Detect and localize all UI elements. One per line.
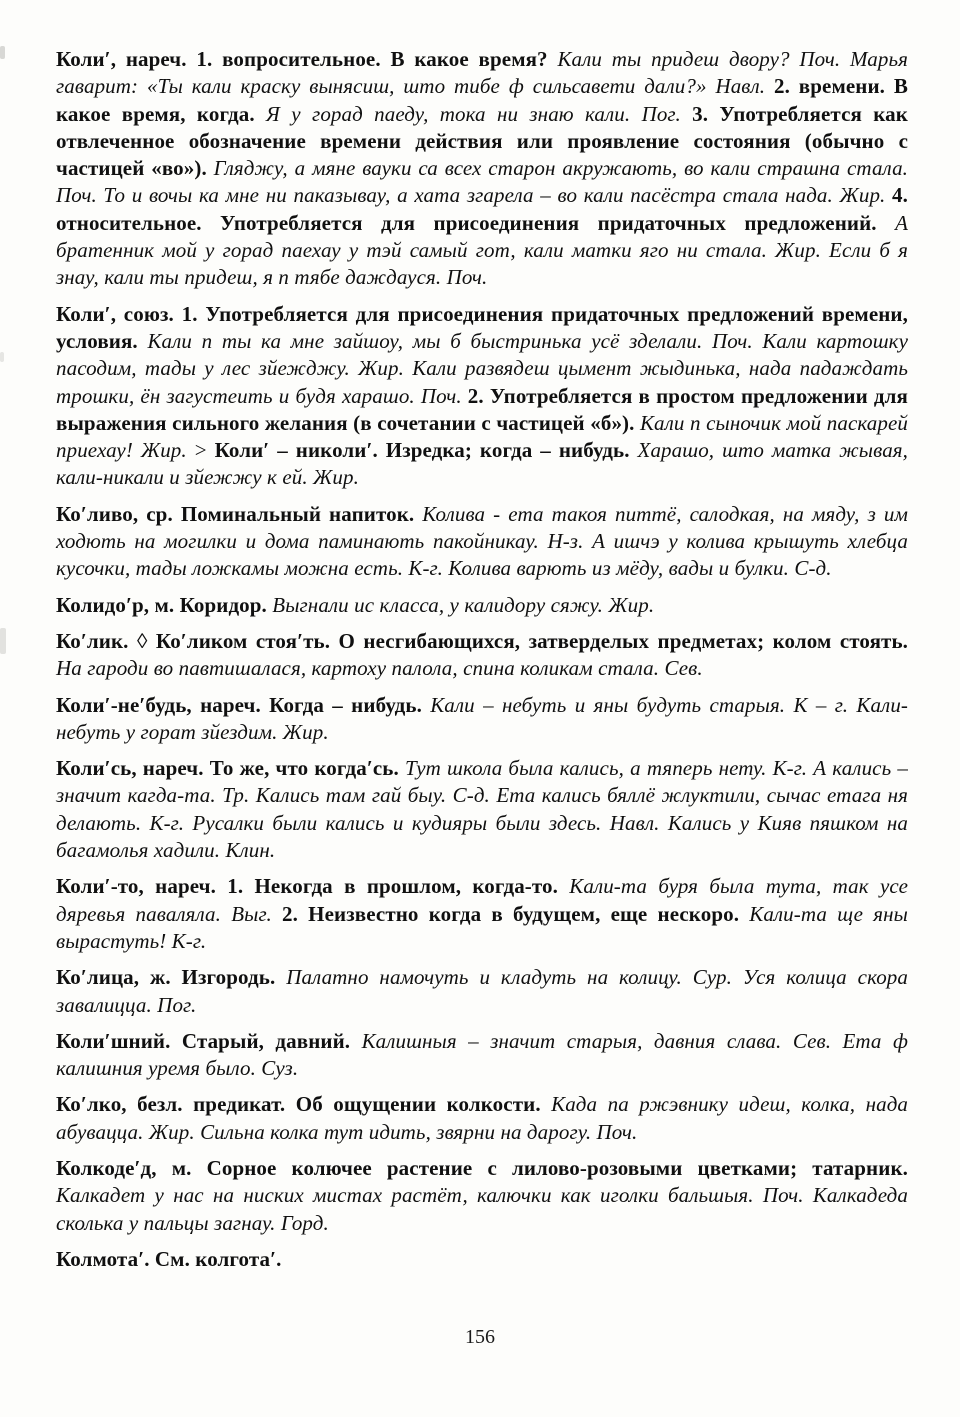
- entry-segment: Тут школа была кались, а тяперь нету. К-г. А кались – значит кагда-та. Тр. Кались там гай быу. С-д. Ета кались бяллё жлуктили, сычас етага ня делають. К-г. Русалки были кались и кудияры были здесь. Навл. Кались у Кияв пяшком на багамолья хадили. Клин.: [56, 756, 908, 863]
- entry-segment: Коли′ – николи′. Изредка; когда – нибудь.: [214, 438, 638, 463]
- dictionary-entry: [56, 1246, 908, 1273]
- entry-segment: Я у горад паеду, тока ни знаю кали. Пог.: [266, 101, 693, 126]
- entry-headword: Колкоде′д, м. Сорное колючее растение с лилово-розовыми цветками; татарник.: [56, 1155, 908, 1180]
- entry-segment: Кали ты придеш двору? Поч. Марья гаварит: «Ты кали краску вынясиш, што тибе ф сильсавети дали?» Навл.: [56, 47, 908, 99]
- dictionary-entry: [56, 46, 908, 292]
- entry-segment: На гароди во павтишалася, картоху палола, спина коликам стала. Сев.: [56, 656, 703, 681]
- dictionary-entry: [56, 628, 908, 683]
- entry-headword: Коли′-то, нареч. 1. Некогда в прошлом, когда-то.: [56, 874, 570, 899]
- entry-segment: Колива - ета такоя питтё, салодкая, на мяду, з им ходють на могилки и дома паминають пакойникау. Н-з. А ишчэ у колива крышуть хлебца кусочки, тады ложкамы можна есть. К-г. Колива варють из мёду, вады и булки. С-д.: [56, 501, 908, 581]
- entry-segment: Кали – небуть и яны будуть старыя. К – г. Кали-небуть у горат зйездим. Жир.: [56, 692, 909, 744]
- lozenge-icon: ◊: [136, 628, 156, 653]
- dictionary-entry: [56, 1091, 908, 1146]
- entry-headword: Колидо′р, м. Коридор.: [56, 592, 273, 617]
- entry-segment: 2. времени. В какое время, когда.: [56, 74, 908, 126]
- phraseme-marker: >: [194, 438, 215, 463]
- entry-headword: Коли′, союз. 1. Употребляется для присоединения придаточных предложений времени, условия.: [56, 301, 908, 353]
- entry-headword: Коли′, нареч. 1. вопросительное. В какое время?: [56, 47, 558, 71]
- entry-segment: 3. Употребляется как отвлеченное обозначение времени действия или проявление состояния (обычно с частицей «во»).: [56, 101, 908, 181]
- entry-headword: Ко′лик.: [56, 628, 137, 653]
- entry-headword: Коли′шний. Старый, давний.: [56, 1028, 362, 1053]
- dictionary-entry: [56, 501, 908, 583]
- entry-segment: Ко′ликом стоя′ть. О несгибающихся, затверделых предметах; колом стоять.: [155, 628, 909, 653]
- entry-headword: Ко′лица, ж. Изгородь.: [56, 965, 287, 990]
- entry-headword: Колмота′. См. колгота′.: [56, 1246, 282, 1271]
- entry-segment: А братенник мой у горад паехау у тэй самый гот, кали матки яго ни стала. Жир. Если б я знау, кали ты придеш, я п тябе даждауся. Поч.: [56, 210, 908, 290]
- entry-segment: Кали п ты ка мне зайшоу, мы б быстринька усё зделали. Поч. Кали картошку пасодим, тады у лес зйежджу. Жир. Кали развядеш цымент жыдинька, нада падаждать трошки, ён загустеить и будя харашо. Поч.: [56, 328, 908, 408]
- entry-segment: Када па ржэвнику идеш, колка, нада абувацца. Жир. Сильна колка тут идить, звярни на дарогу. Поч.: [56, 1092, 909, 1144]
- entry-headword: Коли′сь, нареч. То же, что когда′сь.: [56, 756, 405, 781]
- scan-artifact: [0, 46, 5, 59]
- entry-segment: 4. относительное. Употребляется для присоединения придаточных предложений.: [56, 183, 908, 235]
- entry-segment: Калишныя – значит старыя, давния слава. Сев. Ета ф калишния уремя было. Суз.: [56, 1028, 908, 1081]
- dictionary-entry: [56, 592, 908, 619]
- entry-segment: Гляджу, а мяне вауки са всех старон акружають, во кали страшна стала. Поч. То и вочы ка мне ни паказывау, а хата згарела – во кали пасёстра стала нада. Жир.: [56, 156, 909, 208]
- dictionary-entry: [56, 1028, 908, 1083]
- entry-segment: 2. Употребляется в простом предложении для выражения сильного желания (в сочетании с частицей «б»).: [56, 383, 908, 435]
- entry-segment: Кали-та ще яны вырастуть! К-г.: [56, 901, 909, 953]
- page-number: 156: [465, 1326, 495, 1348]
- dictionary-entry: [56, 755, 908, 864]
- dictionary-entries: [56, 46, 908, 1282]
- entry-segment: Харашо, што матка жывая, кали-никали и зйежжу к ей. Жир.: [56, 438, 909, 490]
- entry-segment: Палатно намочуть и кладуть на колицу. Сур. Уся колица скора завалицца. Пог.: [56, 965, 908, 1017]
- dictionary-entry: [56, 873, 908, 955]
- entry-segment: Калкадет у нас на ниских мистах растёт, калючки как иголки бальшыя. Поч. Калкадеда сколька у пальцы загнау. Горд.: [56, 1183, 908, 1235]
- entry-headword: Коли′-не′будь, нареч. Когда – нибудь.: [56, 692, 431, 717]
- scan-artifact: [0, 628, 6, 654]
- entry-segment: Выгнали ис класса, у калидору сяжу. Жир.: [272, 592, 655, 617]
- entry-segment: Кали-та буря была тута, так усе дяревья паваляла. Выг.: [56, 874, 908, 926]
- scan-artifact: [0, 352, 4, 362]
- dictionary-entry: [56, 301, 908, 492]
- entry-headword: Ко′лко, безл. предикат. Об ощущении колкости.: [56, 1092, 552, 1117]
- entry-headword: Ко′ливо, ср. Поминальный напиток.: [56, 501, 423, 526]
- dictionary-entry: [56, 1155, 908, 1237]
- dictionary-entry: [56, 964, 908, 1019]
- dictionary-entry: [56, 692, 908, 747]
- entry-segment: Кали п сыночик мой паскарей приехау! Жир.: [56, 410, 909, 463]
- entry-segment: 2. Неизвестно когда в будущем, еще нескоро.: [282, 901, 750, 926]
